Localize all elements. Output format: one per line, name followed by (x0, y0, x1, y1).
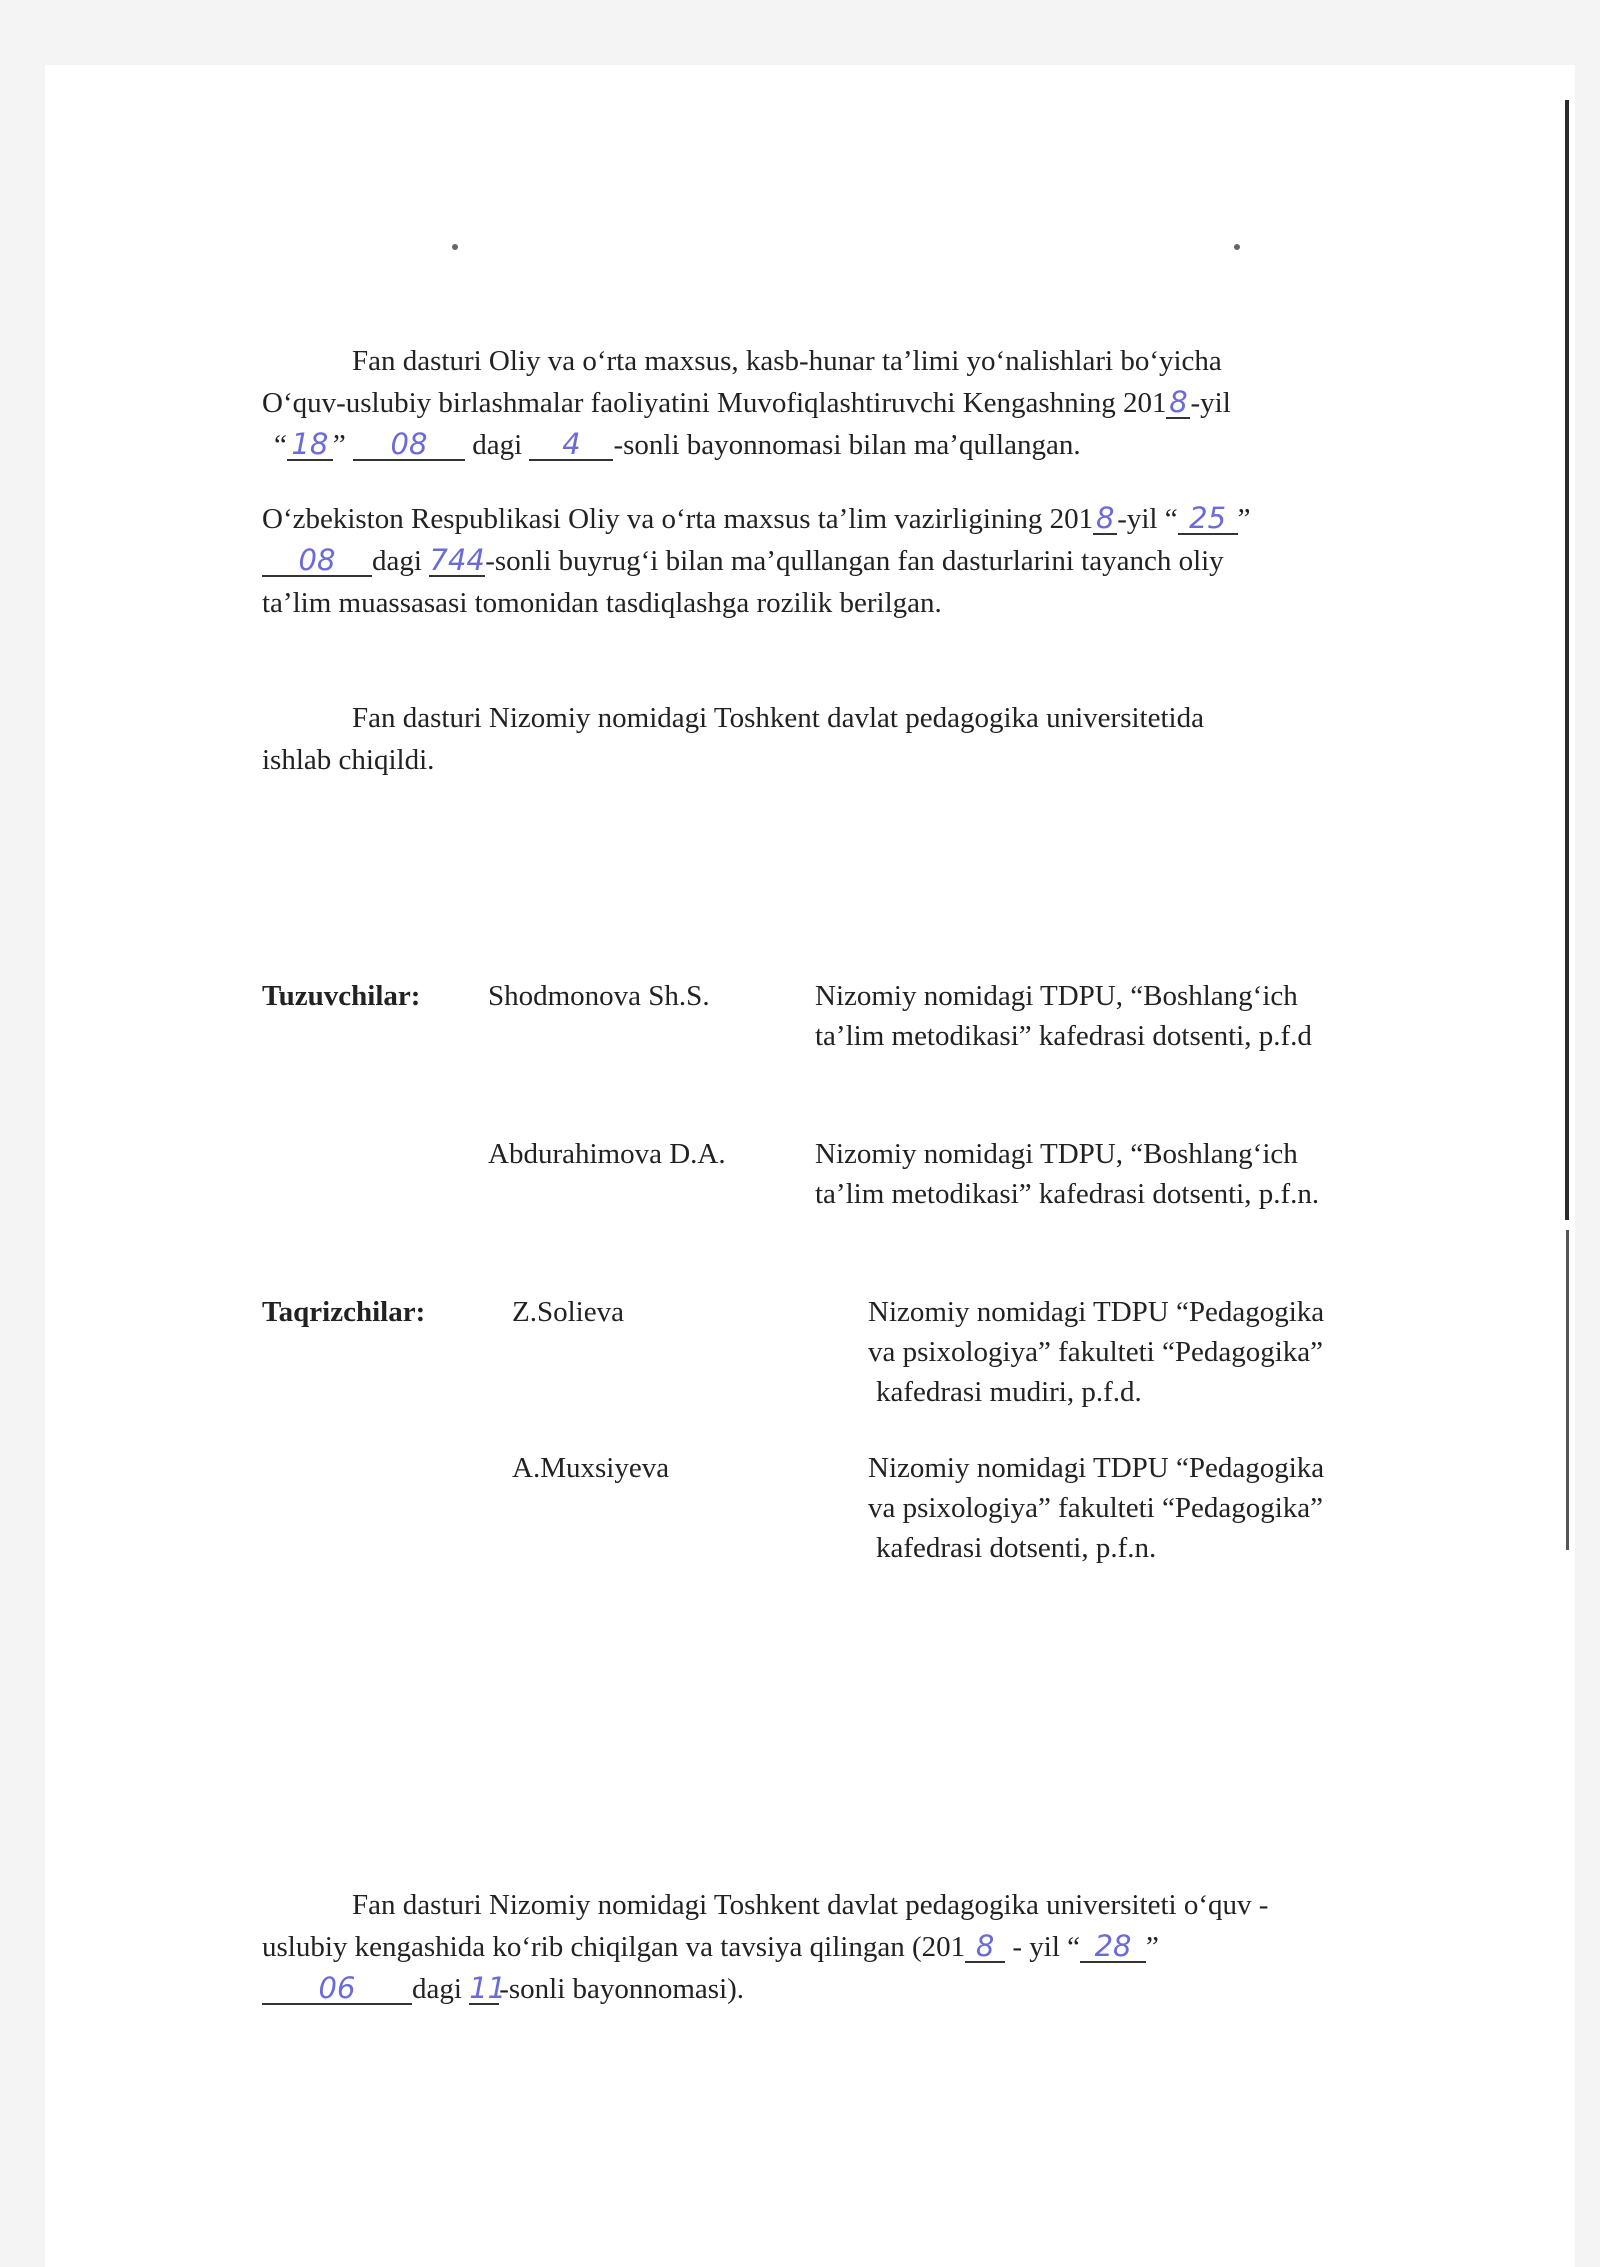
developed-line2: ishlab chiqildi. (262, 744, 435, 776)
approval1-line1: Fan dasturi Oliy va o‘rta maxsus, kasb-hunar ta’limi yo‘nalishlari bo‘yicha (352, 345, 1222, 377)
council-line2: uslubiy kengashida ko‘rib chiqilgan va tavsiya qilingan (201 (262, 1931, 966, 1963)
developed-line1: Fan dasturi Nizomiy nomidagi Toshkent davlat pedagogika universitetida (352, 702, 1204, 734)
approval2-month: 08 (262, 545, 372, 577)
approval2-line2: -sonli buyrug‘i bilan ma’qullangan fan dasturlarini tayanch oliy (485, 545, 1224, 577)
council-day: 28 (1080, 1931, 1146, 1963)
approval1-month: 08 (353, 429, 465, 461)
council-dagi: dagi (412, 1973, 462, 2005)
author-1-name: Shodmonova Sh.S. (488, 980, 710, 1012)
reviewer-1-affiliation-line2: va psixologiya” fakulteti “Pedagogika” (868, 1336, 1323, 1368)
approval2-close-quote: ” (1237, 503, 1251, 535)
author-1-affiliation (815, 976, 1435, 1056)
council-open-quote: “ (1067, 1931, 1081, 1963)
reviewer-1-affiliation-line1: Nizomiy nomidagi TDPU “Pedagogika (868, 1296, 1325, 1328)
reviewers-label: Taqrizchilar: (262, 1296, 426, 1328)
approval1-open-quote: “ (274, 429, 287, 461)
approval1-dagi: dagi (472, 429, 523, 461)
developed-paragraph (262, 697, 1450, 781)
approval2-dagi: dagi (372, 545, 422, 577)
scan-speck (1234, 244, 1240, 250)
page-edge-shadow (1565, 100, 1569, 1220)
approval2-day: 25 (1178, 503, 1238, 535)
reviewer-2-affiliation (868, 1448, 1448, 1568)
council-year-digit: 8 (965, 1931, 1005, 1963)
approval1-close-quote: ” (332, 429, 346, 461)
author-1-affiliation-line2: ta’lim metodikasi” kafedrasi dotsenti, p.f.d (815, 1020, 1312, 1052)
approval2-year-digit: 8 (1093, 503, 1117, 535)
approval1-day: 18 (287, 429, 333, 461)
council-paragraph (262, 1884, 1450, 2010)
approval-paragraph-2 (262, 498, 1450, 624)
council-month: 06 (262, 1973, 412, 2005)
author-2-affiliation (815, 1134, 1435, 1214)
reviewer-2-affiliation-line2: va psixologiya” fakulteti “Pedagogika” (868, 1492, 1323, 1524)
council-line1: Fan dasturi Nizomiy nomidagi Toshkent davlat pedagogika universiteti o‘quv - (352, 1889, 1269, 1921)
approval1-year-digit: 8 (1166, 387, 1190, 419)
approval2-yil: -yil (1117, 503, 1158, 535)
approval2-open-quote: “ (1164, 503, 1178, 535)
author-2-affiliation-line1: Nizomiy nomidagi TDPU, “Boshlang‘ich (815, 1138, 1298, 1170)
approval2-line1: O‘zbekiston Respublikasi Oliy va o‘rta maxsus ta’lim vazirligining 201 (262, 503, 1094, 535)
council-yil: - yil (1012, 1931, 1060, 1963)
approval2-number: 744 (429, 543, 485, 577)
council-number: 11 (469, 1971, 507, 2005)
council-close-quote: ” (1146, 1931, 1159, 1963)
scan-speck (452, 244, 458, 250)
approval-paragraph-1 (262, 340, 1450, 466)
approval2-line3: ta’lim muassasasi tomonidan tasdiqlashga rozilik berilgan. (262, 587, 942, 619)
author-2-name: Abdurahimova D.A. (488, 1138, 726, 1170)
approval1-line2: O‘quv-uslubiy birlashmalar faoliyatini Muvofiqlashtiruvchi Kengashning 201 (262, 387, 1167, 419)
author-2-affiliation-line2: ta’lim metodikasi” kafedrasi dotsenti, p.f.n. (815, 1178, 1320, 1210)
reviewer-1-name: Z.Solieva (512, 1296, 624, 1328)
page-edge-shadow-lower (1566, 1230, 1569, 1550)
authors-label: Tuzuvchilar: (262, 980, 421, 1012)
reviewer-2-affiliation-line3: kafedrasi dotsenti, p.f.n. (876, 1532, 1157, 1564)
approval1-number: 4 (529, 429, 613, 461)
author-1-affiliation-line1: Nizomiy nomidagi TDPU, “Boshlang‘ich (815, 980, 1298, 1012)
reviewer-2-name: A.Muxsiyeva (512, 1452, 670, 1484)
reviewer-2-affiliation-line1: Nizomiy nomidagi TDPU “Pedagogika (868, 1452, 1325, 1484)
reviewer-1-affiliation-line3: kafedrasi mudiri, p.f.d. (876, 1376, 1142, 1408)
approval1-yil: -yil (1190, 387, 1231, 419)
approval1-tail: -sonli bayonnomasi bilan ma’qullangan. (613, 429, 1081, 461)
council-tail: -sonli bayonnomasi). (499, 1973, 745, 2005)
reviewer-1-affiliation (868, 1292, 1448, 1412)
